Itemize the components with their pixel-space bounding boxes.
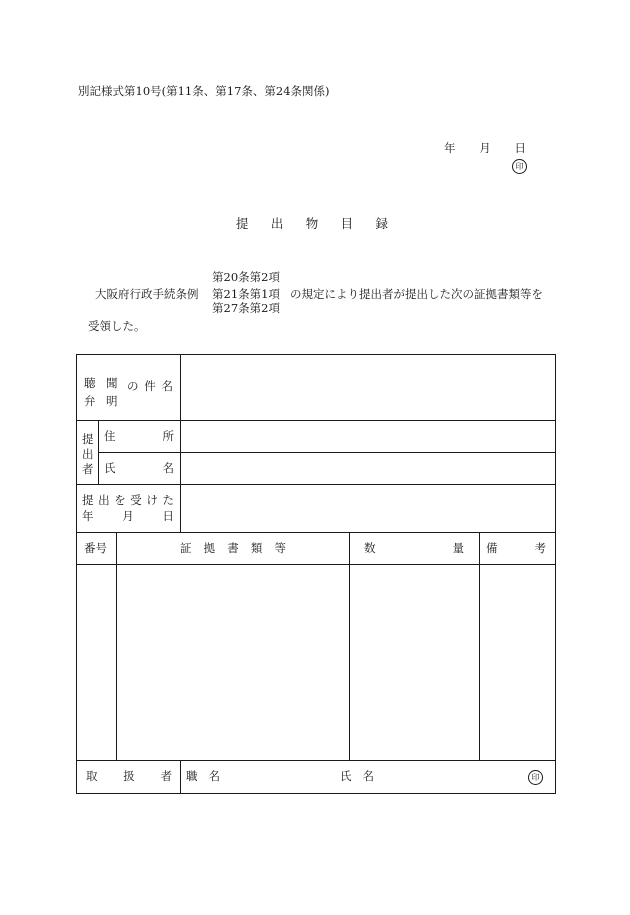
year-label: 年 (444, 141, 456, 155)
job-title-label (186, 771, 220, 783)
date-line (444, 143, 526, 155)
title-char: 録 (375, 216, 388, 231)
day-label: 日 (514, 141, 526, 155)
case-label-char: 件 (144, 379, 156, 393)
submitter-label (82, 432, 94, 477)
handler-label (86, 771, 172, 783)
hearing-col2 (106, 374, 118, 410)
clause-1: 第20条第2項 (212, 270, 280, 284)
job-title-char: 職 (186, 769, 198, 783)
received-char: 日 (162, 509, 174, 523)
case-label-char: の (127, 379, 139, 393)
ordinance-name: 大阪府行政手続条例 (95, 287, 199, 301)
received-char: を (114, 493, 126, 507)
handler-char: 者 (160, 769, 172, 783)
handler-name-char: 名 (362, 769, 374, 783)
submitter-char: 者 (82, 462, 94, 476)
col-number-header: 番号 (84, 541, 107, 555)
handler-name-label (340, 771, 374, 783)
received-char: 月 (122, 509, 134, 523)
title-char: 提 (236, 216, 249, 231)
received-char: け (146, 493, 158, 507)
title-char: 物 (305, 216, 319, 231)
name-char: 氏 (104, 461, 116, 475)
document-title (236, 218, 388, 231)
statement-last-line: 受領した。 (88, 319, 146, 333)
evidence-char: 拠 (203, 541, 216, 555)
received-char: 年 (82, 509, 94, 523)
col-evidence-header (180, 543, 286, 555)
evidence-char: 等 (274, 541, 286, 555)
submitter-char: 提 (82, 432, 94, 446)
evidence-char: 書 (227, 541, 239, 555)
address-char: 住 (104, 429, 116, 443)
job-title-char: 名 (208, 769, 220, 783)
explanation-char: 明 (106, 394, 118, 408)
received-label-line2 (82, 511, 174, 523)
evidence-char: 類 (250, 541, 263, 555)
handler-char: 取 (86, 769, 98, 783)
quantity-char: 数 (364, 541, 376, 555)
seal-mark: 印 (512, 159, 527, 174)
form-header: 別記様式第10号(第11条、第17条、第24条関係) (78, 84, 330, 98)
title-char: 出 (270, 216, 284, 231)
address-label (104, 431, 174, 443)
seal-mark: 印 (528, 770, 543, 785)
received-char: 受 (130, 493, 142, 507)
month-label: 月 (479, 141, 491, 155)
hearing-char: 聴 (84, 376, 96, 390)
col-remarks-header (486, 543, 546, 555)
received-char: た (162, 493, 174, 507)
col-quantity-header (364, 543, 464, 555)
clause-2: 第21条第1項 (212, 287, 280, 301)
remarks-char: 備 (486, 541, 498, 555)
hearing-col1 (84, 374, 96, 410)
title-char: 目 (340, 216, 354, 231)
explanation-char: 弁 (84, 394, 96, 408)
quantity-char: 量 (452, 541, 464, 555)
statement-rest: の規定により提出者が提出した次の証拠書類等を (290, 287, 543, 301)
hearing-char: 聞 (106, 376, 118, 390)
handler-seal (528, 770, 543, 785)
name-label (104, 463, 174, 475)
name-char: 名 (162, 461, 174, 475)
received-char: 提 (82, 493, 94, 507)
address-char: 所 (162, 429, 174, 443)
handler-name-char: 氏 (340, 769, 352, 783)
submitter-char: 出 (82, 447, 94, 461)
date-seal (512, 159, 527, 174)
case-name-label (127, 381, 173, 393)
handler-char: 扱 (123, 769, 135, 783)
remarks-char: 考 (534, 541, 546, 555)
received-label-line1 (82, 495, 174, 507)
case-label-char: 名 (161, 379, 173, 393)
evidence-char: 証 (180, 541, 192, 555)
received-char: 出 (98, 493, 110, 507)
clause-3: 第27条第2項 (212, 301, 280, 315)
